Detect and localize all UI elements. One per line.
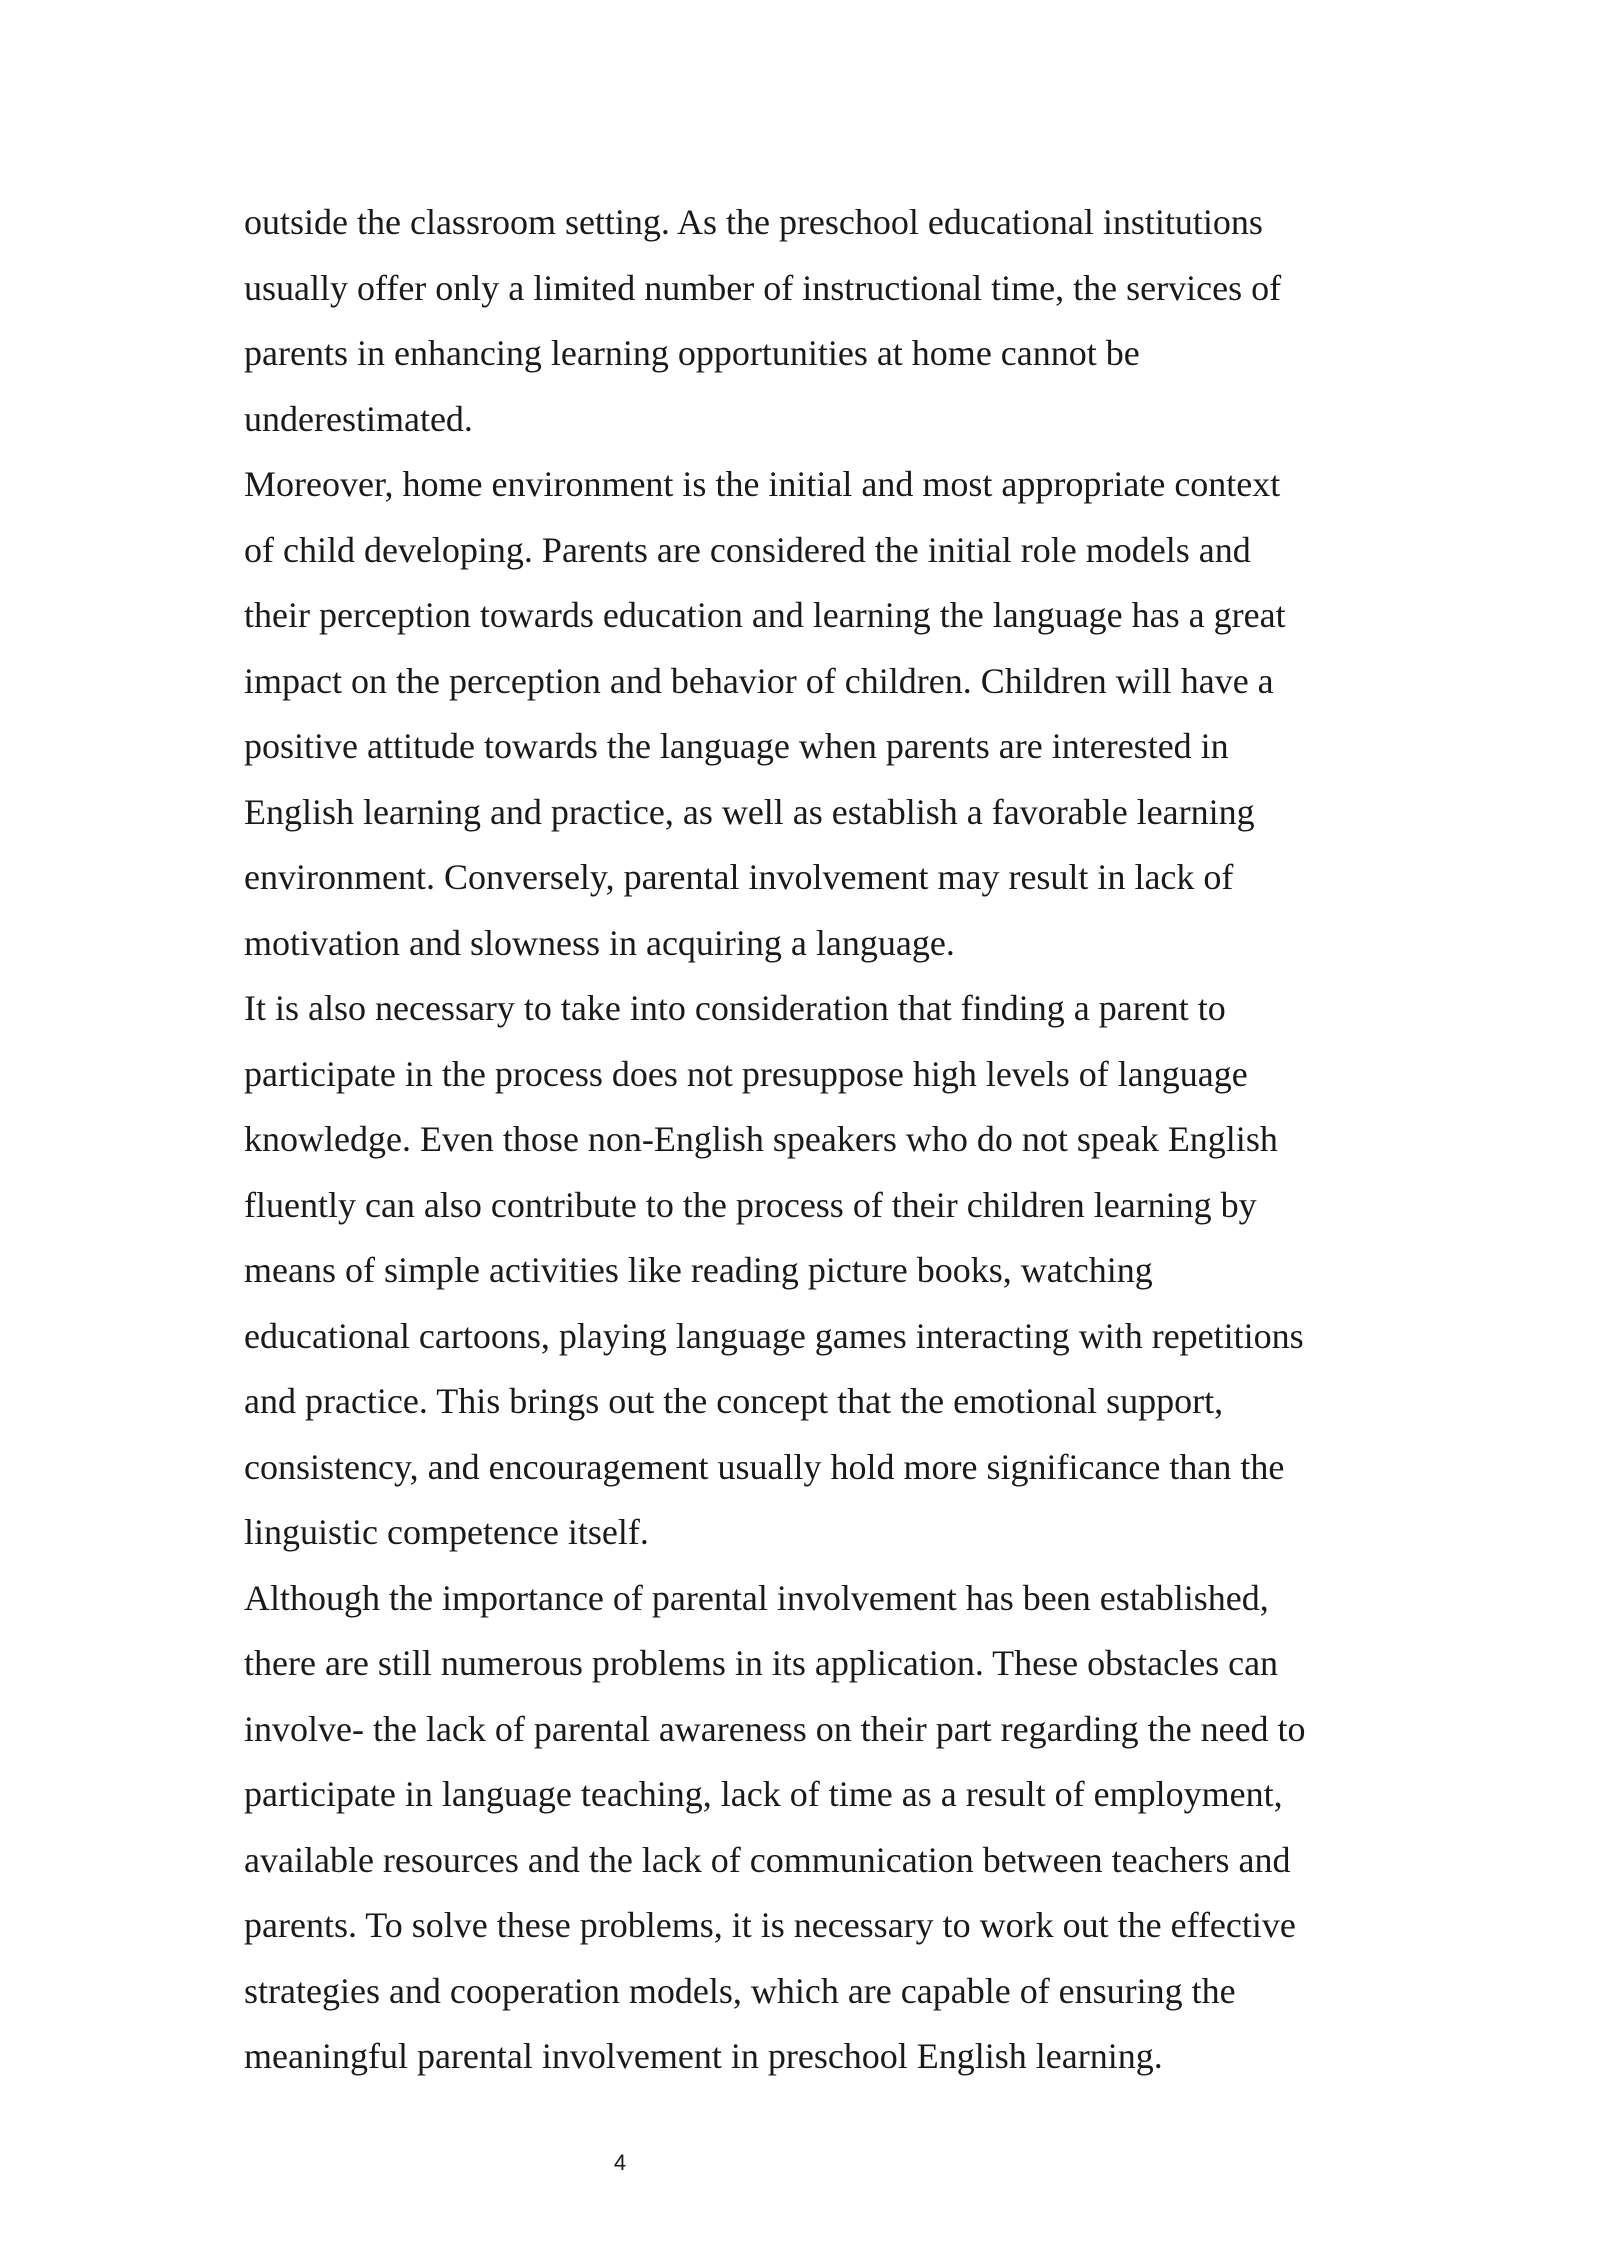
text-line: strategies and cooperation models, which are capable of ensuring the — [244, 1970, 1236, 2011]
text-line: consistency, and encouragement usually hold more significance than the — [244, 1446, 1285, 1487]
page-number: 4 — [613, 2150, 627, 2175]
text-line: usually offer only a limited number of instructional time, the services of — [244, 267, 1282, 308]
text-line: environment. Conversely, parental involvement may result in lack of — [244, 857, 1234, 897]
text-line: motivation and slowness in acquiring a language. — [244, 922, 955, 963]
text-line: knowledge. Even those non-English speakers who do not speak English — [244, 1119, 1278, 1159]
text-line: linguistic competence itself. — [244, 1512, 649, 1552]
body-text — [244, 190, 1374, 2090]
text-line: parents in enhancing learning opportunities at home cannot be — [244, 333, 1140, 373]
text-line: Although the importance of parental involvement has been established, — [244, 1577, 1269, 1618]
text-line: available resources and the lack of communication between teachers and — [244, 1839, 1291, 1880]
text-line: It is also necessary to take into consideration that finding a parent to — [244, 988, 1226, 1028]
text-line: underestimated. — [244, 398, 473, 439]
text-line: involve- the lack of parental awareness on their part regarding the need to — [244, 1708, 1306, 1749]
text-line: outside the classroom setting. As the preschool educational institutions — [244, 202, 1263, 242]
text-line: English learning and practice, as well as establish a favorable learning — [244, 791, 1255, 832]
text-line: positive attitude towards the language when parents are interested in — [244, 726, 1229, 766]
text-line: fluently can also contribute to the process of their children learning by — [244, 1184, 1257, 1225]
text-line: means of simple activities like reading picture books, watching — [244, 1250, 1153, 1290]
text-line: meaningful parental involvement in preschool English learning. — [244, 2036, 1163, 2076]
text-line: impact on the perception and behavior of children. Children will have a — [244, 660, 1274, 701]
text-line: participate in language teaching, lack of time as a result of employment, — [244, 1774, 1283, 1814]
text-line: there are still numerous problems in its application. These obstacles can — [244, 1643, 1279, 1683]
text-line: participate in the process does not presuppose high levels of language — [244, 1053, 1248, 1094]
text-line: educational cartoons, playing language games interacting with repetitions — [244, 1315, 1304, 1356]
text-line: their perception towards education and learning the language has a great — [244, 595, 1286, 635]
text-line: parents. To solve these problems, it is necessary to work out the effective — [244, 1905, 1296, 1945]
text-line: Moreover, home environment is the initial and most appropriate context — [244, 464, 1281, 504]
text-line: and practice. This brings out the concept that the emotional support, — [244, 1381, 1224, 1421]
text-line: of child developing. Parents are considered the initial role models and — [244, 529, 1251, 570]
